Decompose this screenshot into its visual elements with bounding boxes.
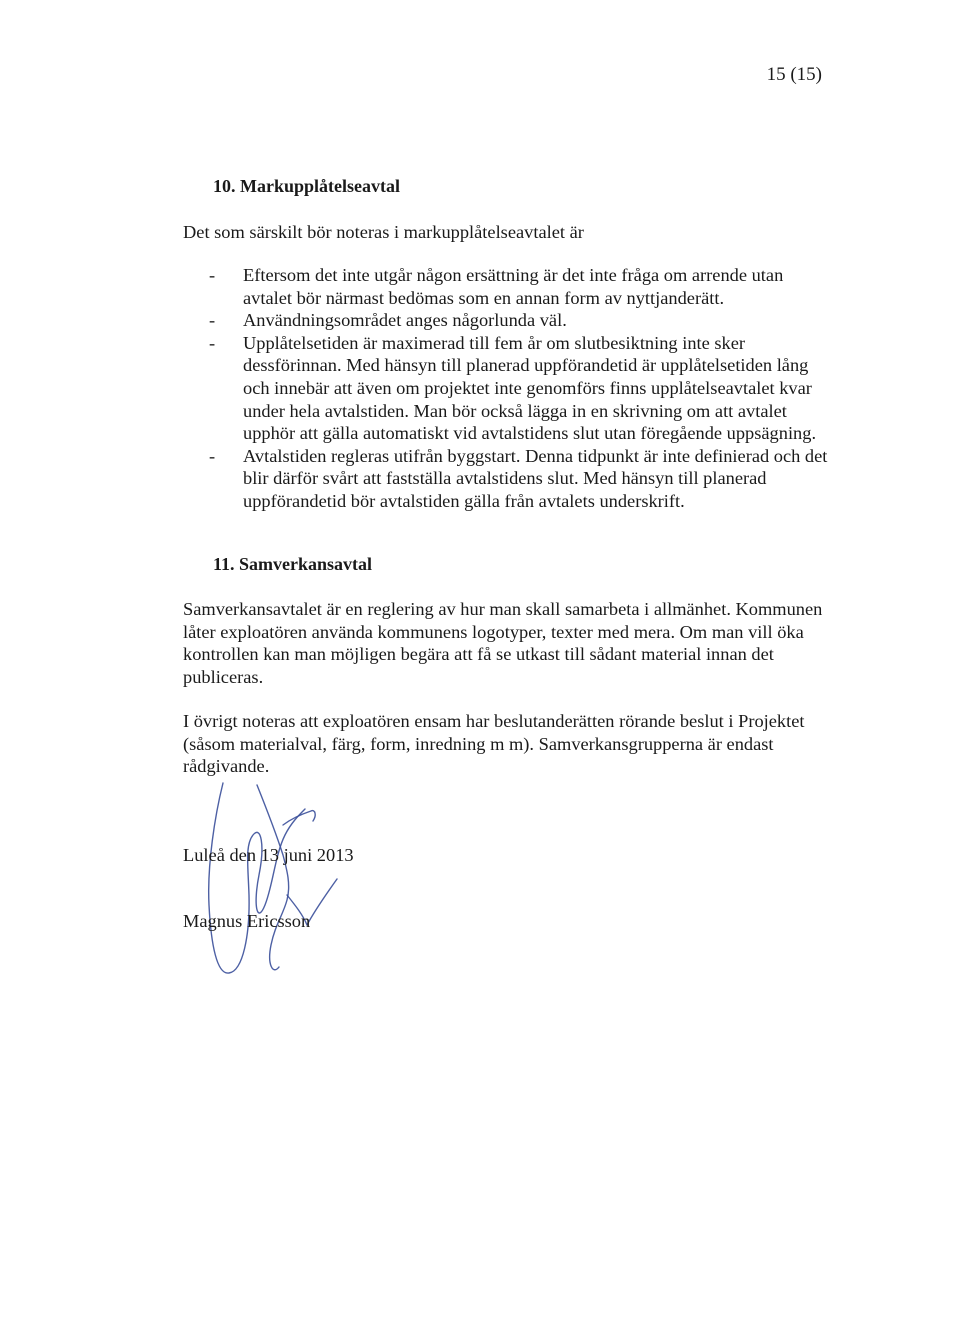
list-dash: - [209, 445, 216, 466]
list-dash: - [209, 310, 216, 331]
section-11-paragraph-2: I övrigt noteras att exploatören ensam har beslutanderätten rörande beslut i Projektet (såsom materialval, färg, form, inredning m m). Samverkansgrupperna är endast rådgivande. [183, 711, 805, 777]
section-10-intro: Det som särskilt bör noteras i markupplåtelseavtalet är [183, 222, 584, 242]
list-item-text: Avtalstiden regleras utifrån byggstart. Denna tidpunkt är inte definierad och det blir därför svårt att fastställa avtalstidens slut. Med hänsyn till planerad uppförandetid bör avtalstiden gälla från avtalets underskrift. [243, 445, 828, 511]
list-item [209, 332, 829, 445]
handwritten-signature [195, 775, 345, 985]
section-10-heading: 10. Markupplåtelseavtal [213, 176, 400, 196]
signatory-name: Magnus Ericsson [183, 911, 311, 931]
list-dash: - [209, 332, 216, 353]
list-item-text: Eftersom det inte utgår någon ersättning är det inte fråga om arrende utan avtalet bör närmast bedömas som en annan form av nyttjanderätt. [243, 265, 784, 308]
list-item [209, 445, 829, 513]
place-and-date: Luleå den 13 juni 2013 [183, 845, 354, 865]
page-number: 15 (15) [766, 64, 822, 85]
list-item-text: Användningsområdet anges någorlunda väl. [243, 310, 567, 331]
section-11-paragraph-1: Samverkansavtalet är en reglering av hur man skall samarbeta i allmänhet. Kommunen låter exploatören använda kommunens logotyper, texter med mera. Om man vill öka kontrollen kan man möjligen begära att få se utkast till sådant material innan det publiceras. [183, 599, 823, 687]
list-dash: - [209, 265, 216, 285]
list-item-text: Upplåtelsetiden är maximerad till fem år om slutbesiktning inte sker dessförinnan. Med hänsyn till planerad uppförandetid är upplåtelsetiden lång och innebär att även om projektet inte genomförs finns upplåtelseavtalet kvar under hela avtalstiden. Man bör också lägga in en skrivning om att avtalet upphör att gälla automatiskt vid avtalstidens slut utan föregående uppsägning. [243, 332, 817, 444]
list-item [209, 309, 829, 332]
list-item [209, 264, 829, 309]
section-11-heading: 11. Samverkansavtal [213, 554, 373, 574]
observation-list [209, 264, 829, 513]
